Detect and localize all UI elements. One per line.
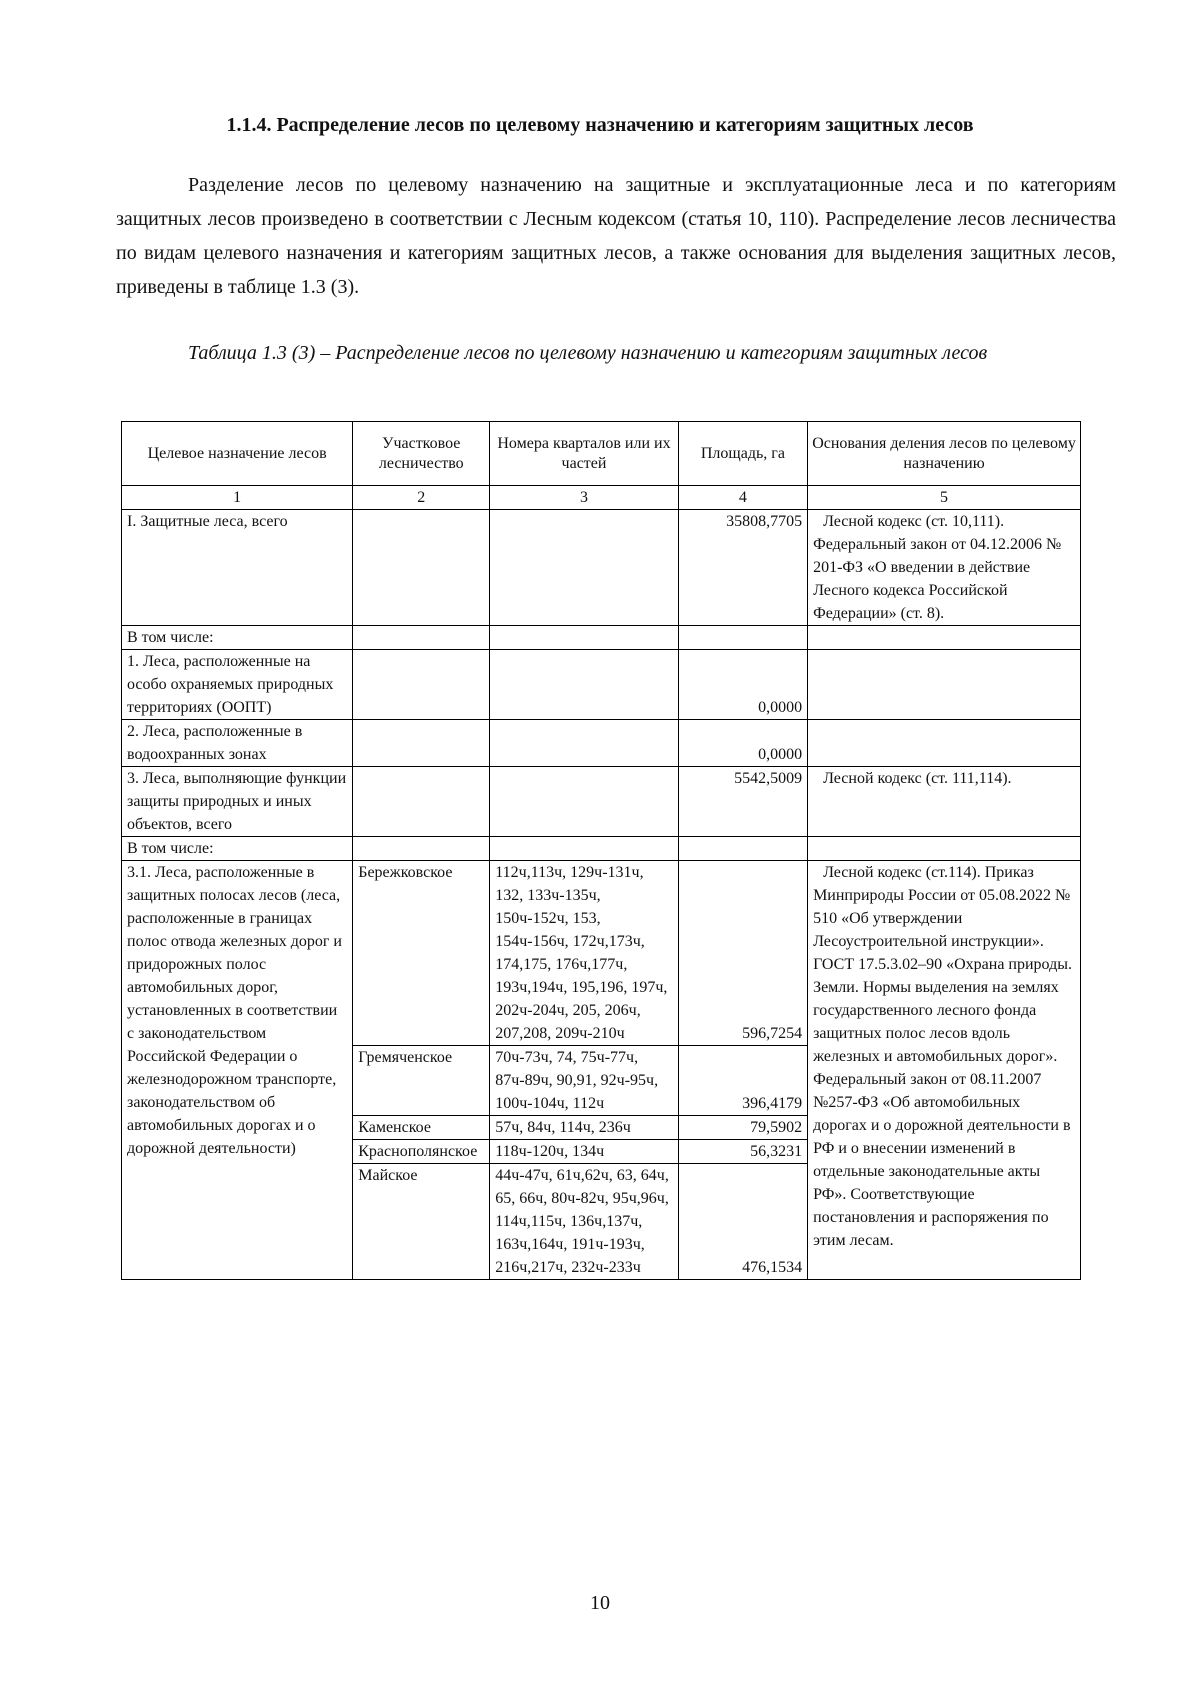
header-district: Участковое лесничество	[353, 422, 490, 486]
district-cell: Краснополянское	[353, 1140, 490, 1164]
forest-distribution-table	[121, 421, 1081, 1280]
table-header-row	[122, 422, 1081, 486]
table-row	[122, 626, 1081, 650]
area-cell: 5542,5009	[678, 767, 807, 837]
quarters-cell: 70ч-73ч, 74, 75ч-77ч, 87ч-89ч, 90,91, 92ч-95ч, 100ч-104ч, 112ч	[490, 1046, 679, 1116]
quarters-cell	[490, 767, 679, 837]
district-cell: Бережковское	[353, 861, 490, 1046]
area-cell	[678, 626, 807, 650]
col-number: 4	[678, 486, 807, 510]
district-cell: Каменское	[353, 1116, 490, 1140]
area-cell: 396,4179	[678, 1046, 807, 1116]
table-row	[122, 720, 1081, 767]
basis-cell	[808, 650, 1081, 720]
district-cell	[353, 626, 490, 650]
area-cell: 0,0000	[678, 650, 807, 720]
area-cell: 79,5902	[678, 1116, 807, 1140]
header-quarters: Номера кварталов или их частей	[490, 422, 679, 486]
district-cell: Гремяченское	[353, 1046, 490, 1116]
area-cell: 35808,7705	[678, 510, 807, 626]
quarters-cell	[490, 720, 679, 767]
quarters-cell	[490, 510, 679, 626]
section-heading: 1.1.4. Распределение лесов по целевому назначению и категориям защитных лесов	[226, 114, 974, 136]
district-cell	[353, 837, 490, 861]
district-cell: Майское	[353, 1164, 490, 1280]
quarters-cell: 44ч-47ч, 61ч,62ч, 63, 64ч, 65, 66ч, 80ч-82ч, 95ч,96ч, 114ч,115ч, 136ч,137ч, 163ч,164ч, 191ч-193ч, 216ч,217ч, 232ч-233ч	[490, 1164, 679, 1280]
table-row	[122, 650, 1081, 720]
col-number: 1	[122, 486, 353, 510]
group-basis-cell: Лесной кодекс (ст.114). Приказ Минприроды России от 05.08.2022 № 510 «Об утверждении Лесоустроительной инструкции». ГОСТ 17.5.3.02–90 «Охрана природы. Земли. Нормы выделения на землях государственного лесного фонда защитных полос лесов вдоль железных и автомобильных дорог». Федеральный закон от 08.11.2007 №257-ФЗ «Об автомобильных дорогах и о дорожной деятельности в РФ и о внесении изменений в отдельные законодательные акты РФ». Соответствующие постановления и распоряжения по этим лесам.	[808, 861, 1081, 1280]
purpose-cell: 1. Леса, расположенные на особо охраняемых природных территориях (ООПТ)	[122, 650, 353, 720]
basis-cell	[808, 837, 1081, 861]
quarters-cell: 112ч,113ч, 129ч-131ч, 132, 133ч-135ч, 150ч-152ч, 153, 154ч-156ч, 172ч,173ч, 174,175, 176ч,177ч, 193ч,194ч, 195,196, 197ч, 202ч-204ч, 205, 206ч, 207,208, 209ч-210ч	[490, 861, 679, 1046]
basis-cell	[808, 720, 1081, 767]
col-number: 3	[490, 486, 679, 510]
intro-paragraph: Разделение лесов по целевому назначению на защитные и эксплуатационные леса и по категориям защитных лесов произведено в соответствии с Лесным кодексом (статья 10, 110). Распределение лесов лесничества по видам целевого назначения и категориям защитных лесов, а также основания для выделения защитных лесов, приведены в таблице 1.3 (3).	[116, 174, 1116, 298]
table-caption: Таблица 1.3 (3) – Распределение лесов по целевому назначению и категориям защитных лесов	[188, 342, 988, 364]
quarters-cell: 118ч-120ч, 134ч	[490, 1140, 679, 1164]
table-row	[122, 767, 1081, 837]
district-cell	[353, 720, 490, 767]
group-purpose-cell: 3.1. Леса, расположенные в защитных полосах лесов (леса, расположенные в границах полос отвода железных дорог и придорожных полос автомобильных дорог, установленных в соответствии с законодательством Российской Федерации о железнодорожном транспорте, законодательством об автомобильных дорогах и о дорожной деятельности)	[122, 861, 353, 1280]
purpose-cell: 3. Леса, выполняющие функции защиты природных и иных объектов, всего	[122, 767, 353, 837]
col-number: 5	[808, 486, 1081, 510]
table-row	[122, 861, 1081, 1046]
quarters-cell	[490, 837, 679, 861]
purpose-cell: 2. Леса, расположенные в водоохранных зонах	[122, 720, 353, 767]
area-cell: 0,0000	[678, 720, 807, 767]
quarters-cell: 57ч, 84ч, 114ч, 236ч	[490, 1116, 679, 1140]
col-number: 2	[353, 486, 490, 510]
district-cell	[353, 510, 490, 626]
basis-cell: Лесной кодекс (ст. 10,111). Федеральный закон от 04.12.2006 № 201-ФЗ «О введении в действие Лесного кодекса Российской Федерации» (ст. 8).	[808, 510, 1081, 626]
area-cell: 56,3231	[678, 1140, 807, 1164]
purpose-cell: В том числе:	[122, 837, 353, 861]
basis-cell: Лесной кодекс (ст. 111,114).	[808, 767, 1081, 837]
table-row	[122, 510, 1081, 626]
basis-cell	[808, 626, 1081, 650]
header-purpose: Целевое назначение лесов	[122, 422, 353, 486]
header-area: Площадь, га	[678, 422, 807, 486]
column-number-row	[122, 486, 1081, 510]
area-cell: 596,7254	[678, 861, 807, 1046]
table-row	[122, 837, 1081, 861]
header-basis: Основания деления лесов по целевому назначению	[808, 422, 1081, 486]
quarters-cell	[490, 626, 679, 650]
district-cell	[353, 650, 490, 720]
purpose-cell: I. Защитные леса, всего	[122, 510, 353, 626]
purpose-cell: В том числе:	[122, 626, 353, 650]
area-cell: 476,1534	[678, 1164, 807, 1280]
district-cell	[353, 767, 490, 837]
quarters-cell	[490, 650, 679, 720]
page-number: 10	[590, 1592, 610, 1614]
area-cell	[678, 837, 807, 861]
